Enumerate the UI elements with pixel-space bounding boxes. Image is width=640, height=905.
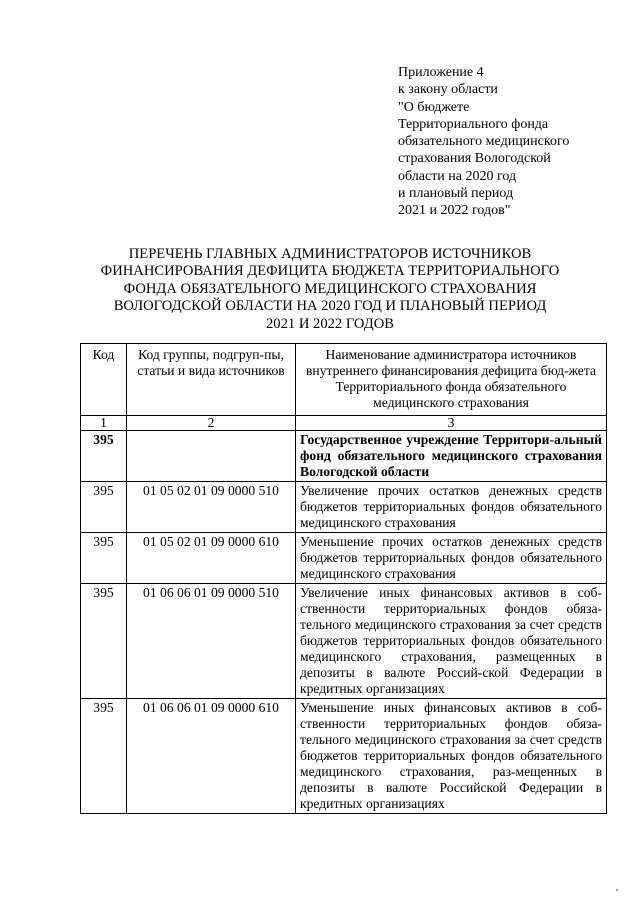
title-line: 2021 И 2022 ГОДОВ — [266, 315, 394, 332]
column-number-row — [81, 416, 607, 431]
row-name: Уменьшение прочих остатков денежных средств бюджетов территориальных фондов обязательного медицинского страхования — [296, 533, 607, 584]
appendix-line: "О бюджете — [398, 99, 470, 115]
table-row — [81, 482, 607, 533]
table-row — [81, 431, 607, 482]
row-name: Увеличение иных финансовых активов в соб-ственности территориальных фондов обяза-тельного медицинского страхования за счет средств бюджетов территориальных фондов обязательного медицинского страхования, размещенных в депозиты в валюте Россий-ской Федерации в кредитных организациях — [296, 584, 607, 699]
title-line: ВОЛОГОДСКОЙ ОБЛАСТИ НА 2020 ГОД И ПЛАНОВЫЙ ПЕРИОД — [113, 298, 547, 315]
row-source-code: 01 05 02 01 09 0000 510 — [127, 482, 296, 533]
appendix-note — [398, 64, 628, 220]
appendix-line: области на 2020 год — [398, 168, 517, 184]
table-header-row — [81, 344, 607, 416]
row-source-code: 01 06 06 01 09 0000 510 — [127, 584, 296, 699]
row-code: 395 — [81, 533, 127, 584]
column-number: 1 — [81, 416, 127, 431]
row-code: 395 — [81, 431, 127, 482]
document-title — [60, 246, 600, 333]
row-code: 395 — [81, 482, 127, 533]
column-number: 3 — [296, 416, 607, 431]
header-source-code: Код группы, подгруп-пы, статьи и вида источников — [127, 344, 296, 416]
appendix-line: обязательного медицинского — [398, 134, 570, 150]
appendix-line: 2021 и 2022 годов" — [398, 203, 511, 219]
row-name: Уменьшение иных финансовых активов в соб-ственности территориальных фондов обяза-тельного медицинского страхования за счет средств бюджетов территориальных фондов обязательного медицинского страхования, раз-мещенных в депозиты в валюте Российской Федерации в кредитных организациях — [296, 699, 607, 814]
appendix-line: Приложение 4 — [398, 65, 484, 80]
scan-speck — [616, 889, 618, 891]
table-row — [81, 533, 607, 584]
title-line: ПЕРЕЧЕНЬ ГЛАВНЫХ АДМИНИСТРАТОРОВ ИСТОЧНИКОВ — [128, 246, 532, 262]
appendix-line: к закону области — [398, 82, 498, 98]
header-name: Наименование администратора источников внутреннего финансирования дефицита бюд-жета Территориального фонда обязательного медицинского страхования — [296, 344, 607, 416]
appendix-line: и плановый период — [398, 186, 514, 202]
header-code: Код — [81, 344, 127, 416]
table-row — [81, 584, 607, 699]
row-name: Государственное учреждение Территори-альный фонд обязательного медицинского страхования Вологодской области — [296, 431, 607, 482]
column-number: 2 — [127, 416, 296, 431]
appendix-line: Территориального фонда — [398, 116, 549, 132]
row-source-code — [127, 431, 296, 482]
title-line: ФОНДА ОБЯЗАТЕЛЬНОГО МЕДИЦИНСКОГО СТРАХОВАНИЯ — [123, 280, 537, 297]
administrators-table — [80, 343, 607, 814]
row-name: Увеличение прочих остатков денежных средств бюджетов территориальных фондов обязательного медицинского страхования — [296, 482, 607, 533]
table-row — [81, 699, 607, 814]
row-code: 395 — [81, 699, 127, 814]
appendix-line: страхования Вологодской — [398, 151, 551, 167]
row-source-code: 01 05 02 01 09 0000 610 — [127, 533, 296, 584]
title-line: ФИНАНСИРОВАНИЯ ДЕФИЦИТА БЮДЖЕТА ТЕРРИТОРИАЛЬНОГО — [100, 263, 560, 280]
row-code: 395 — [81, 584, 127, 699]
row-source-code: 01 06 06 01 09 0000 610 — [127, 699, 296, 814]
